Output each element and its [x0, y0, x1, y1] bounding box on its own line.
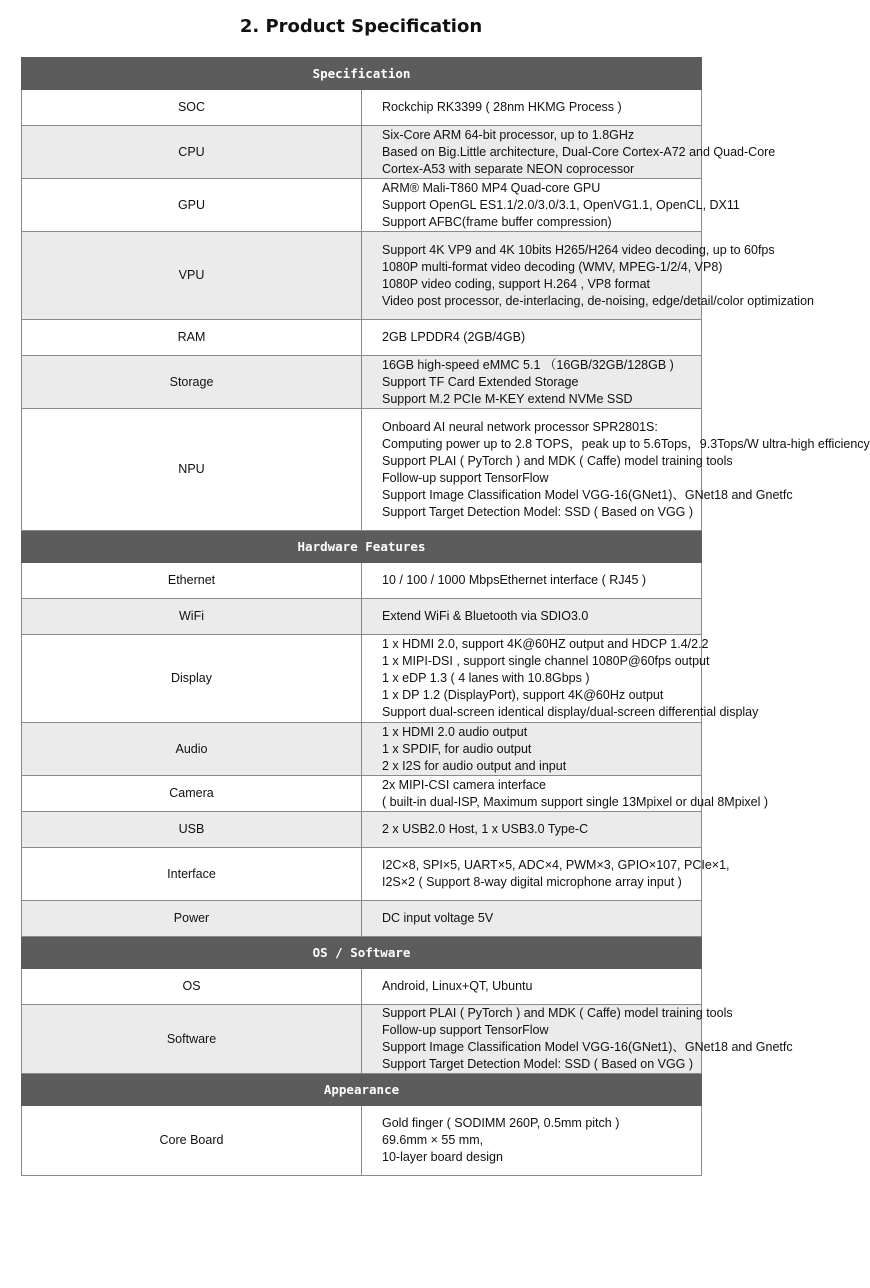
- spec-label: SOC: [22, 90, 362, 126]
- section-header-row: [22, 1074, 702, 1106]
- section-header: Specification: [22, 58, 702, 90]
- spec-row: [22, 409, 702, 531]
- spec-value-line: 1 x eDP 1.3 ( 4 lanes with 10.8Gbps ): [382, 671, 590, 685]
- spec-value-line: Rockchip RK3399 ( 28nm HKMG Process ): [382, 100, 622, 114]
- section-header: OS / Software: [22, 937, 702, 969]
- spec-row: [22, 1005, 702, 1074]
- spec-label: Ethernet: [22, 563, 362, 599]
- spec-value: [362, 563, 702, 599]
- spec-value-line: Support TF Card Extended Storage: [382, 374, 579, 389]
- spec-value-line: Support PLAI ( PyTorch ) and MDK ( Caffe) model training tools: [382, 453, 733, 468]
- section-header-row: [22, 531, 702, 563]
- spec-value-line: 1 x HDMI 2.0 audio output: [382, 724, 528, 739]
- spec-label: Camera: [22, 776, 362, 812]
- spec-value-line: 10 / 100 / 1000 MbpsEthernet interface ( RJ45 ): [382, 573, 647, 587]
- spec-value-line: 10-layer board design: [382, 1150, 503, 1164]
- spec-value-line: ( built-in dual-ISP, Maximum support single 13Mpixel or dual 8Mpixel ): [382, 794, 769, 809]
- spec-row: [22, 848, 702, 901]
- spec-value: [362, 320, 702, 356]
- spec-value: [362, 776, 769, 812]
- spec-label: Display: [22, 635, 362, 723]
- spec-value-line: Support OpenGL ES1.1/2.0/3.0/3.1, OpenVG1.1, OpenCL, DX11: [382, 197, 740, 212]
- spec-row: [22, 1106, 702, 1176]
- spec-value-line: Support AFBC(frame buffer compression): [382, 214, 612, 229]
- spec-value: [362, 126, 776, 179]
- spec-value: [362, 812, 702, 848]
- spec-value-line: 16GB high-speed eMMC 5.1 （16GB/32GB/128GB ): [382, 357, 674, 372]
- spec-value: [362, 90, 702, 126]
- spec-row: [22, 901, 702, 937]
- spec-value-line: Follow-up support TensorFlow: [382, 470, 549, 485]
- spec-value-line: 1080P video coding, support H.264 , VP8 format: [382, 276, 650, 291]
- spec-value-line: Cortex-A53 with separate NEON coprocessor: [382, 161, 635, 176]
- spec-label: CPU: [22, 126, 362, 179]
- spec-value-line: DC input voltage 5V: [382, 911, 494, 925]
- spec-label: Power: [22, 901, 362, 937]
- spec-label: USB: [22, 812, 362, 848]
- spec-value-line: 2 x I2S for audio output and input: [382, 758, 567, 773]
- spec-value: [362, 901, 702, 937]
- spec-label: WiFi: [22, 599, 362, 635]
- spec-value: [362, 179, 740, 232]
- spec-value: [362, 232, 814, 320]
- spec-value: [362, 723, 702, 776]
- spec-value-line: I2S×2 ( Support 8-way digital microphone array input ): [382, 875, 682, 889]
- spec-label: RAM: [22, 320, 362, 356]
- spec-row: [22, 320, 702, 356]
- spec-value: [362, 599, 702, 635]
- spec-row: [22, 635, 702, 723]
- spec-value: [362, 1106, 702, 1176]
- spec-value: [362, 356, 702, 409]
- spec-value-line: Support PLAI ( PyTorch ) and MDK ( Caffe) model training tools: [382, 1006, 733, 1020]
- spec-value-line: 1 x MIPI-DSI , support single channel 1080P@60fps output: [382, 654, 710, 668]
- spec-value-line: Gold finger ( SODIMM 260P, 0.5mm pitch ): [382, 1116, 620, 1130]
- spec-label: Software: [22, 1005, 362, 1074]
- spec-label: Storage: [22, 356, 362, 409]
- spec-table: [21, 57, 870, 1176]
- spec-value-line: Support 4K VP9 and 4K 10bits H265/H264 video decoding, up to 60fps: [382, 242, 775, 257]
- spec-row: [22, 723, 702, 776]
- spec-value: [362, 1005, 793, 1074]
- spec-value-line: 69.6mm × 55 mm,: [382, 1133, 484, 1147]
- spec-label: Core Board: [22, 1106, 362, 1176]
- spec-label: NPU: [22, 409, 362, 531]
- spec-value-line: Extend WiFi & Bluetooth via SDIO3.0: [382, 609, 589, 623]
- spec-value-line: 2 x USB2.0 Host, 1 x USB3.0 Type-C: [382, 822, 589, 836]
- spec-value-line: Based on Big.Little architecture, Dual-Core Cortex-A72 and Quad-Core: [382, 144, 776, 159]
- spec-value-line: ARM® Mali-T860 MP4 Quad-core GPU: [382, 180, 601, 195]
- section-header: Hardware Features: [22, 531, 702, 563]
- spec-value-line: I2C×8, SPI×5, UART×5, ADC×4, PWM×3, GPIO×107, PCIe×1,: [382, 858, 730, 872]
- spec-value-line: Android, Linux+QT, Ubuntu: [382, 979, 533, 993]
- section-header-row: [22, 58, 702, 90]
- spec-value: [362, 848, 730, 901]
- section-header: Appearance: [22, 1074, 702, 1106]
- spec-row: [22, 90, 702, 126]
- spec-row: [22, 812, 702, 848]
- spec-value-line: 1 x DP 1.2 (DisplayPort), support 4K@60Hz output: [382, 688, 664, 702]
- spec-value: [362, 635, 759, 723]
- spec-label: GPU: [22, 179, 362, 232]
- spec-row: [22, 776, 702, 812]
- spec-value: [362, 409, 870, 531]
- spec-row: [22, 563, 702, 599]
- section-header-row: [22, 937, 702, 969]
- spec-value-line: Follow-up support TensorFlow: [382, 1023, 549, 1037]
- spec-value-line: 2x MIPI-CSI camera interface: [382, 777, 546, 792]
- spec-row: [22, 179, 702, 232]
- spec-row: [22, 356, 702, 409]
- spec-value-line: 1 x HDMI 2.0, support 4K@60HZ output and HDCP 1.4/2.2: [382, 637, 709, 651]
- spec-value-line: Video post processor, de-interlacing, de-noising, edge/detail/color optimization: [382, 293, 814, 308]
- page-title: 2. Product Specification: [239, 16, 483, 37]
- spec-value-line: 2GB LPDDR4 (2GB/4GB): [382, 330, 526, 344]
- spec-value-line: Six-Core ARM 64-bit processor, up to 1.8GHz: [382, 127, 635, 142]
- spec-value-line: Support M.2 PCIe M-KEY extend NVMe SSD: [382, 391, 633, 406]
- spec-value-line: Support Target Detection Model: SSD ( Based on VGG ): [382, 1057, 694, 1071]
- spec-value-line: Support Image Classification Model VGG-16(GNet1)、GNet18 and Gnetfc: [382, 487, 793, 502]
- spec-value-line: Support Target Detection Model: SSD ( Based on VGG ): [382, 504, 694, 519]
- spec-row: [22, 599, 702, 635]
- spec-value-line: 1080P multi-format video decoding (WMV, MPEG-1/2/4, VP8): [382, 259, 723, 274]
- spec-label: Audio: [22, 723, 362, 776]
- spec-value-line: 1 x SPDIF, for audio output: [382, 741, 532, 756]
- spec-value-line: Support dual-screen identical display/dual-screen differential display: [382, 705, 759, 719]
- spec-row: [22, 969, 702, 1005]
- spec-row: [22, 232, 702, 320]
- spec-value-line: Support Image Classification Model VGG-16(GNet1)、GNet18 and Gnetfc: [382, 1040, 793, 1054]
- spec-row: [22, 126, 702, 179]
- spec-label: Interface: [22, 848, 362, 901]
- spec-value-line: Onboard AI neural network processor SPR2801S:: [382, 419, 658, 434]
- spec-value-line: Computing power up to 2.8 TOPS，peak up to 5.6Tops，9.3Tops/W ultra-high efficiency: [382, 436, 870, 451]
- spec-label: OS: [22, 969, 362, 1005]
- spec-label: VPU: [22, 232, 362, 320]
- spec-value: [362, 969, 702, 1005]
